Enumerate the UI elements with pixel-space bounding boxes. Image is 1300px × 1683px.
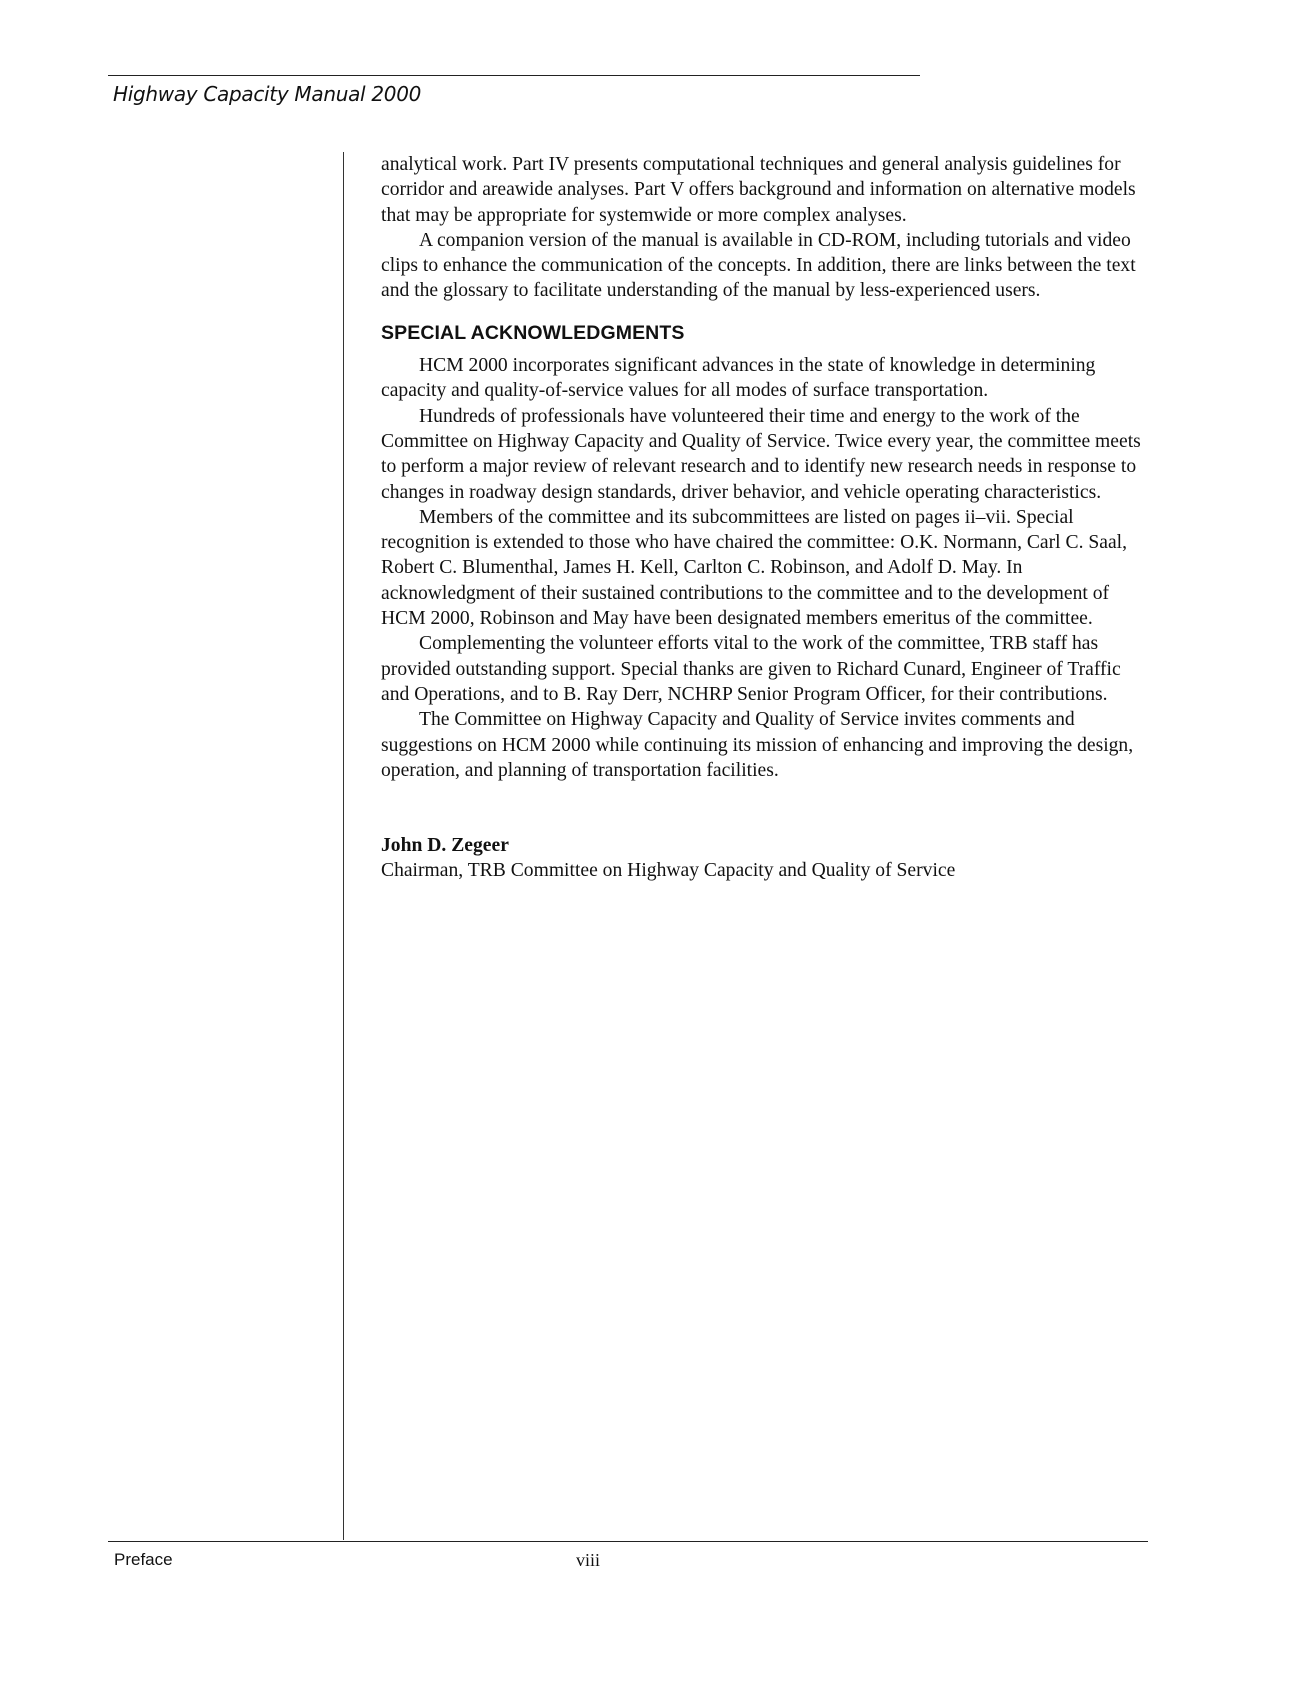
running-header-title: Highway Capacity Manual 2000 [113,82,422,106]
signature-block [381,833,1143,884]
header-rule [108,75,920,76]
intro-paragraph: analytical work. Part IV presents computational techniques and general analysis guidelines for corridor and areawide analyses. Part V offers background and information on alternative models that may be appropriate for systemwide or more complex analyses. [381,154,1136,226]
section-heading: SPECIAL ACKNOWLEDGMENTS [381,321,685,344]
intro-paragraph: A companion version of the manual is available in CD-ROM, including tutorials and video clips to enhance the communication of the concepts. In addition, there are links between the text and the glossary to facilitate understanding of the manual by less-experienced users. [381,229,1136,302]
footer-rule [108,1541,1148,1542]
signature-name: John D. Zegeer [381,835,509,857]
ack-paragraph: HCM 2000 incorporates significant advances in the state of knowledge in determining capacity and quality-of-service values for all modes of surface transportation. [381,355,1096,402]
ack-paragraph: Hundreds of professionals have volunteered their time and energy to the work of the Committee on Highway Capacity and Quality of Service. Twice every year, the committee meets to perform a major review of relevant research and to identify new research needs in response to changes in roadway design standards, driver behavior, and vehicle operating characteristics. [381,405,1141,503]
ack-paragraph: The Committee on Highway Capacity and Quality of Service invites comments and suggestions on HCM 2000 while continuing its mission of enhancing and improving the design, operation, and planning of transportation facilities. [381,709,1134,781]
margin-rule [343,152,344,1540]
page-number: viii [576,1550,601,1570]
signature-title: Chairman, TRB Committee on Highway Capacity and Quality of Service [381,860,956,882]
ack-paragraph: Members of the committee and its subcommittees are listed on pages ii–vii. Special recognition is extended to those who have chaired the committee: O.K. Normann, Carl C. Saal, Robert C. Blumenthal, James H. Kell, Carlton C. Robinson, and Adolf D. May. In acknowledgment of their sustained contributions to the committee and to the development of HCM 2000, Robinson and May have been designated members emeritus of the committee. [381,506,1127,630]
footer-section-label: Preface [114,1550,173,1569]
ack-paragraph: Complementing the volunteer efforts vital to the work of the committee, TRB staff has provided outstanding support. Special thanks are given to Richard Cunard, Engineer of Traffic and Operations, and to B. Ray Derr, NCHRP Senior Program Officer, for their contributions. [381,633,1121,705]
main-content [381,152,1143,884]
